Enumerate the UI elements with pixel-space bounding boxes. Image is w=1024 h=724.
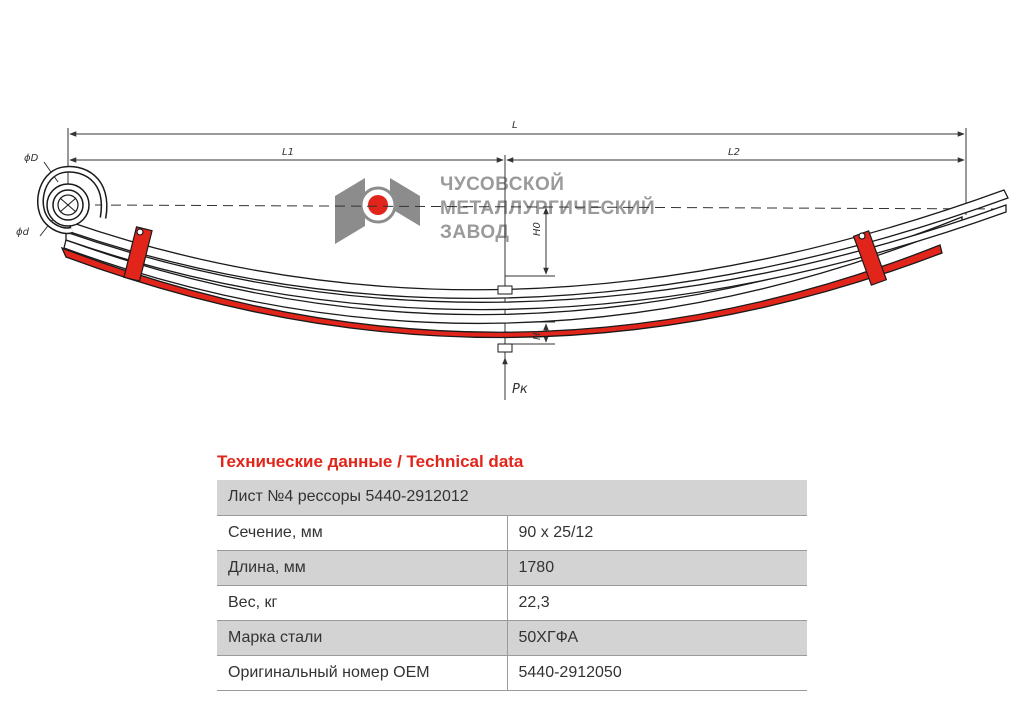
technical-data-table: [217, 480, 807, 691]
company-logo: [335, 173, 655, 244]
spring-leaf-title: Лист №4 рессоры 5440-2912012: [217, 480, 807, 515]
row-value: 22,3: [507, 585, 807, 620]
label-load: Pк: [512, 382, 528, 397]
row-label: Длина, мм: [217, 550, 507, 585]
table-header-row: [217, 480, 807, 515]
row-label: Сечение, мм: [217, 515, 507, 550]
table-row: [217, 620, 807, 655]
label-eye-inner-diameter: ϕd: [16, 227, 29, 238]
label-eye-outer-diameter: ϕD: [24, 153, 39, 164]
table-row: [217, 585, 807, 620]
row-value: 5440-2912050: [507, 655, 807, 690]
label-height-free: H0: [532, 222, 543, 236]
row-value: 50ХГФА: [507, 620, 807, 655]
logo-dot: [368, 195, 388, 215]
label-length-left: L1: [282, 147, 294, 158]
row-label: Вес, кг: [217, 585, 507, 620]
label-height-loaded: H: [532, 332, 543, 340]
spring-eye: [40, 169, 104, 230]
label-length-right: L2: [728, 147, 740, 158]
technical-data-title: Технические данные / Technical data: [217, 452, 524, 471]
row-value: 1780: [507, 550, 807, 585]
row-label: Оригинальный номер OEM: [217, 655, 507, 690]
table-row: [217, 550, 807, 585]
logo-line-2: МЕТАЛЛУРГИЧЕСКИЙ: [440, 198, 656, 219]
logo-line-3: ЗАВОД: [440, 222, 510, 243]
row-label: Марка стали: [217, 620, 507, 655]
table-row: [217, 515, 807, 550]
row-value: 90 х 25/12: [507, 515, 807, 550]
label-overall-length: L: [512, 120, 518, 131]
logo-line-1: ЧУСОВСКОЙ: [440, 174, 565, 195]
table-row: [217, 655, 807, 690]
